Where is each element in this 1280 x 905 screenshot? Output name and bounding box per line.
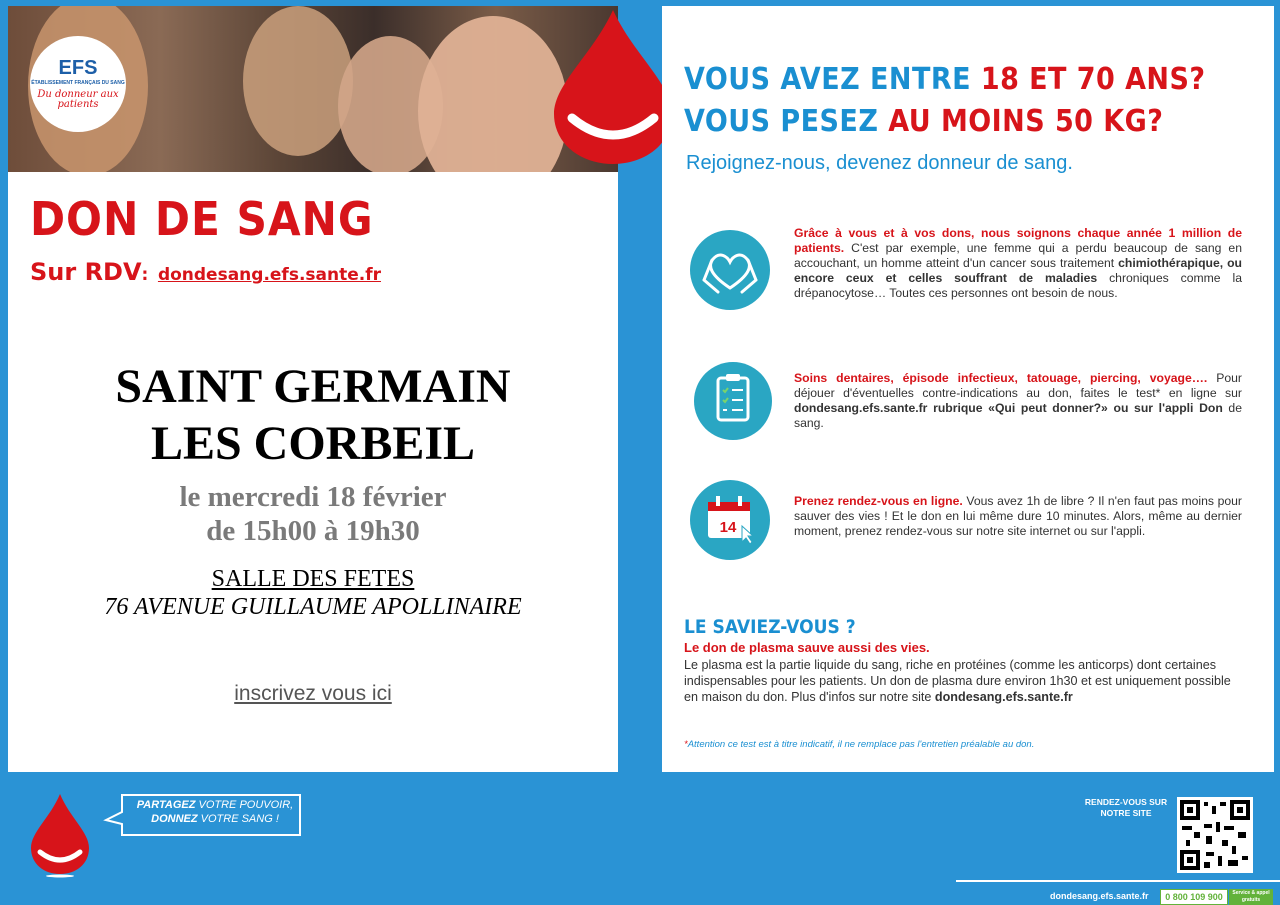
register-link[interactable] [8, 682, 618, 706]
town-name [8, 358, 618, 472]
rdv-url-link[interactable]: dondesang.efs.sante.fr [157, 265, 381, 285]
town-line-2: LES CORBEIL [150, 417, 476, 470]
plasma-body-text: Le plasma est la partie liquide du sang, riche en protéines (comme les anticorps) dont certaines indispensables pour les patients. Un don de plasma dure environ 1h30 et est uniquement possible en maison du don. Plus d'infos sur notre site [684, 658, 1231, 704]
info-text-test [794, 371, 1242, 431]
event-date [8, 480, 618, 548]
efs-logo-name: EFS [58, 57, 98, 79]
info-3-highlight: Prenez rendez-vous en ligne. [794, 494, 963, 508]
footer-site-url[interactable]: dondesang.efs.sante.fr [1050, 891, 1149, 901]
info-text-appointment [794, 494, 1242, 539]
share-slogan [130, 798, 300, 826]
venue-name [8, 566, 618, 593]
plasma-site-link[interactable]: dondesang.efs.sante.fr [934, 690, 1073, 704]
free-call-badge: Service & appel gratuits [1229, 889, 1273, 905]
weight-headline-red: AU MOINS 50 KG? [888, 104, 1164, 139]
weight-headline [684, 104, 1163, 139]
date-line-2: de 15h00 à 19h30 [206, 515, 420, 547]
checklist-icon [694, 362, 772, 440]
rdv-site-label: RENDEZ-VOUS SUR NOTRE SITE [1084, 797, 1168, 818]
info-1-bold: chimiothérapique, ou encore ceux et celles souffrant de maladies [794, 256, 1242, 285]
right-panel [662, 6, 1274, 772]
calendar-day: 14 [719, 519, 737, 536]
small-blood-drop-logo [28, 792, 92, 878]
footnote-text: Attention ce test est à titre indicatif, il ne remplace pas l'entretien préalable au don. [687, 739, 1035, 750]
footnote-star: * [684, 739, 688, 750]
footnote [684, 739, 1034, 750]
don-de-sang-title: DON DE SANG [30, 192, 374, 246]
left-panel [8, 6, 618, 772]
qr-code[interactable] [1177, 797, 1253, 873]
date-line-1: le mercredi 18 février [179, 481, 447, 513]
footer-divider [956, 880, 1280, 882]
info-2-highlight: Soins dentaires, épisode infectieux, tatouage, piercing, voyage…. [794, 371, 1208, 385]
rdv-label: Sur RDV [30, 258, 142, 286]
plasma-body [684, 657, 1244, 705]
info-1-highlight: Grâce à vous et à vos dons, nous soignons chaque année 1 million de patients. [794, 226, 1242, 255]
saviez-vous-heading: LE SAVIEZ-VOUS ? [684, 616, 856, 638]
slogan-2-text: VOTRE SANG ! [197, 813, 279, 825]
slogan-2-bold: DONNEZ [151, 813, 198, 825]
info-1-text-a: C'est par exemple, une femme qui a perdu beaucoup de sang en accouchant, un homme atteint d'un cancer sous traitement [794, 241, 1242, 270]
slogan-1-text: VOTRE POUVOIR, [195, 799, 294, 811]
plasma-heading: Le don de plasma sauve aussi des vies. [684, 640, 930, 655]
age-headline-blue: VOUS AVEZ ENTRE [684, 62, 971, 97]
register-link-text[interactable]: inscrivez vous ici [234, 682, 392, 705]
slogan-1-bold: PARTAGEZ [136, 799, 196, 811]
efs-logo [30, 36, 126, 132]
info-text-patients [794, 226, 1242, 301]
info-2-text-a: Pour déjouer d'éventuelles contre-indications au don, faites le test* en ligne sur [794, 371, 1242, 400]
blood-drop-logo [548, 6, 678, 166]
heart-hands-icon [690, 230, 770, 310]
efs-logo-subtitle: ÉTABLISSEMENT FRANÇAIS DU SANG [31, 80, 125, 86]
age-headline [684, 62, 1205, 97]
rdv-colon: : [141, 265, 149, 285]
weight-headline-blue: VOUS PESEZ [684, 104, 879, 139]
info-2-text-b: de sang. [794, 401, 1242, 430]
phone-number[interactable]: 0 800 109 900 [1160, 889, 1228, 905]
info-2-bold: dondesang.efs.sante.fr rubrique «Qui peut donner?» ou sur l'appli Don [794, 401, 1223, 415]
town-line-1: SAINT GERMAIN [115, 360, 511, 413]
efs-logo-tagline: Du donneur aux patients [37, 89, 119, 110]
join-tagline: Rejoignez-nous, devenez donneur de sang. [686, 152, 1073, 174]
venue-address: 76 AVENUE GUILLAUME APOLLINAIRE [104, 594, 522, 620]
calendar-icon [690, 480, 770, 560]
hero-photo [8, 6, 618, 172]
age-headline-red: 18 ET 70 ANS? [980, 62, 1206, 97]
rdv-line [30, 258, 381, 286]
venue-text: SALLE DES FETES [211, 566, 415, 592]
info-1-text-b: chroniques comme la drépanocytose… Toutes ces personnes ont besoin de nous. [794, 271, 1242, 300]
info-3-text: Vous avez 1h de libre ? Il n'en faut pas moins pour sauver des vies ! Et le don en lui même dure 10 minutes. Alors, même au dernier moment, prenez rendez-vous sur notre site internet ou sur l'appli. [794, 494, 1242, 538]
